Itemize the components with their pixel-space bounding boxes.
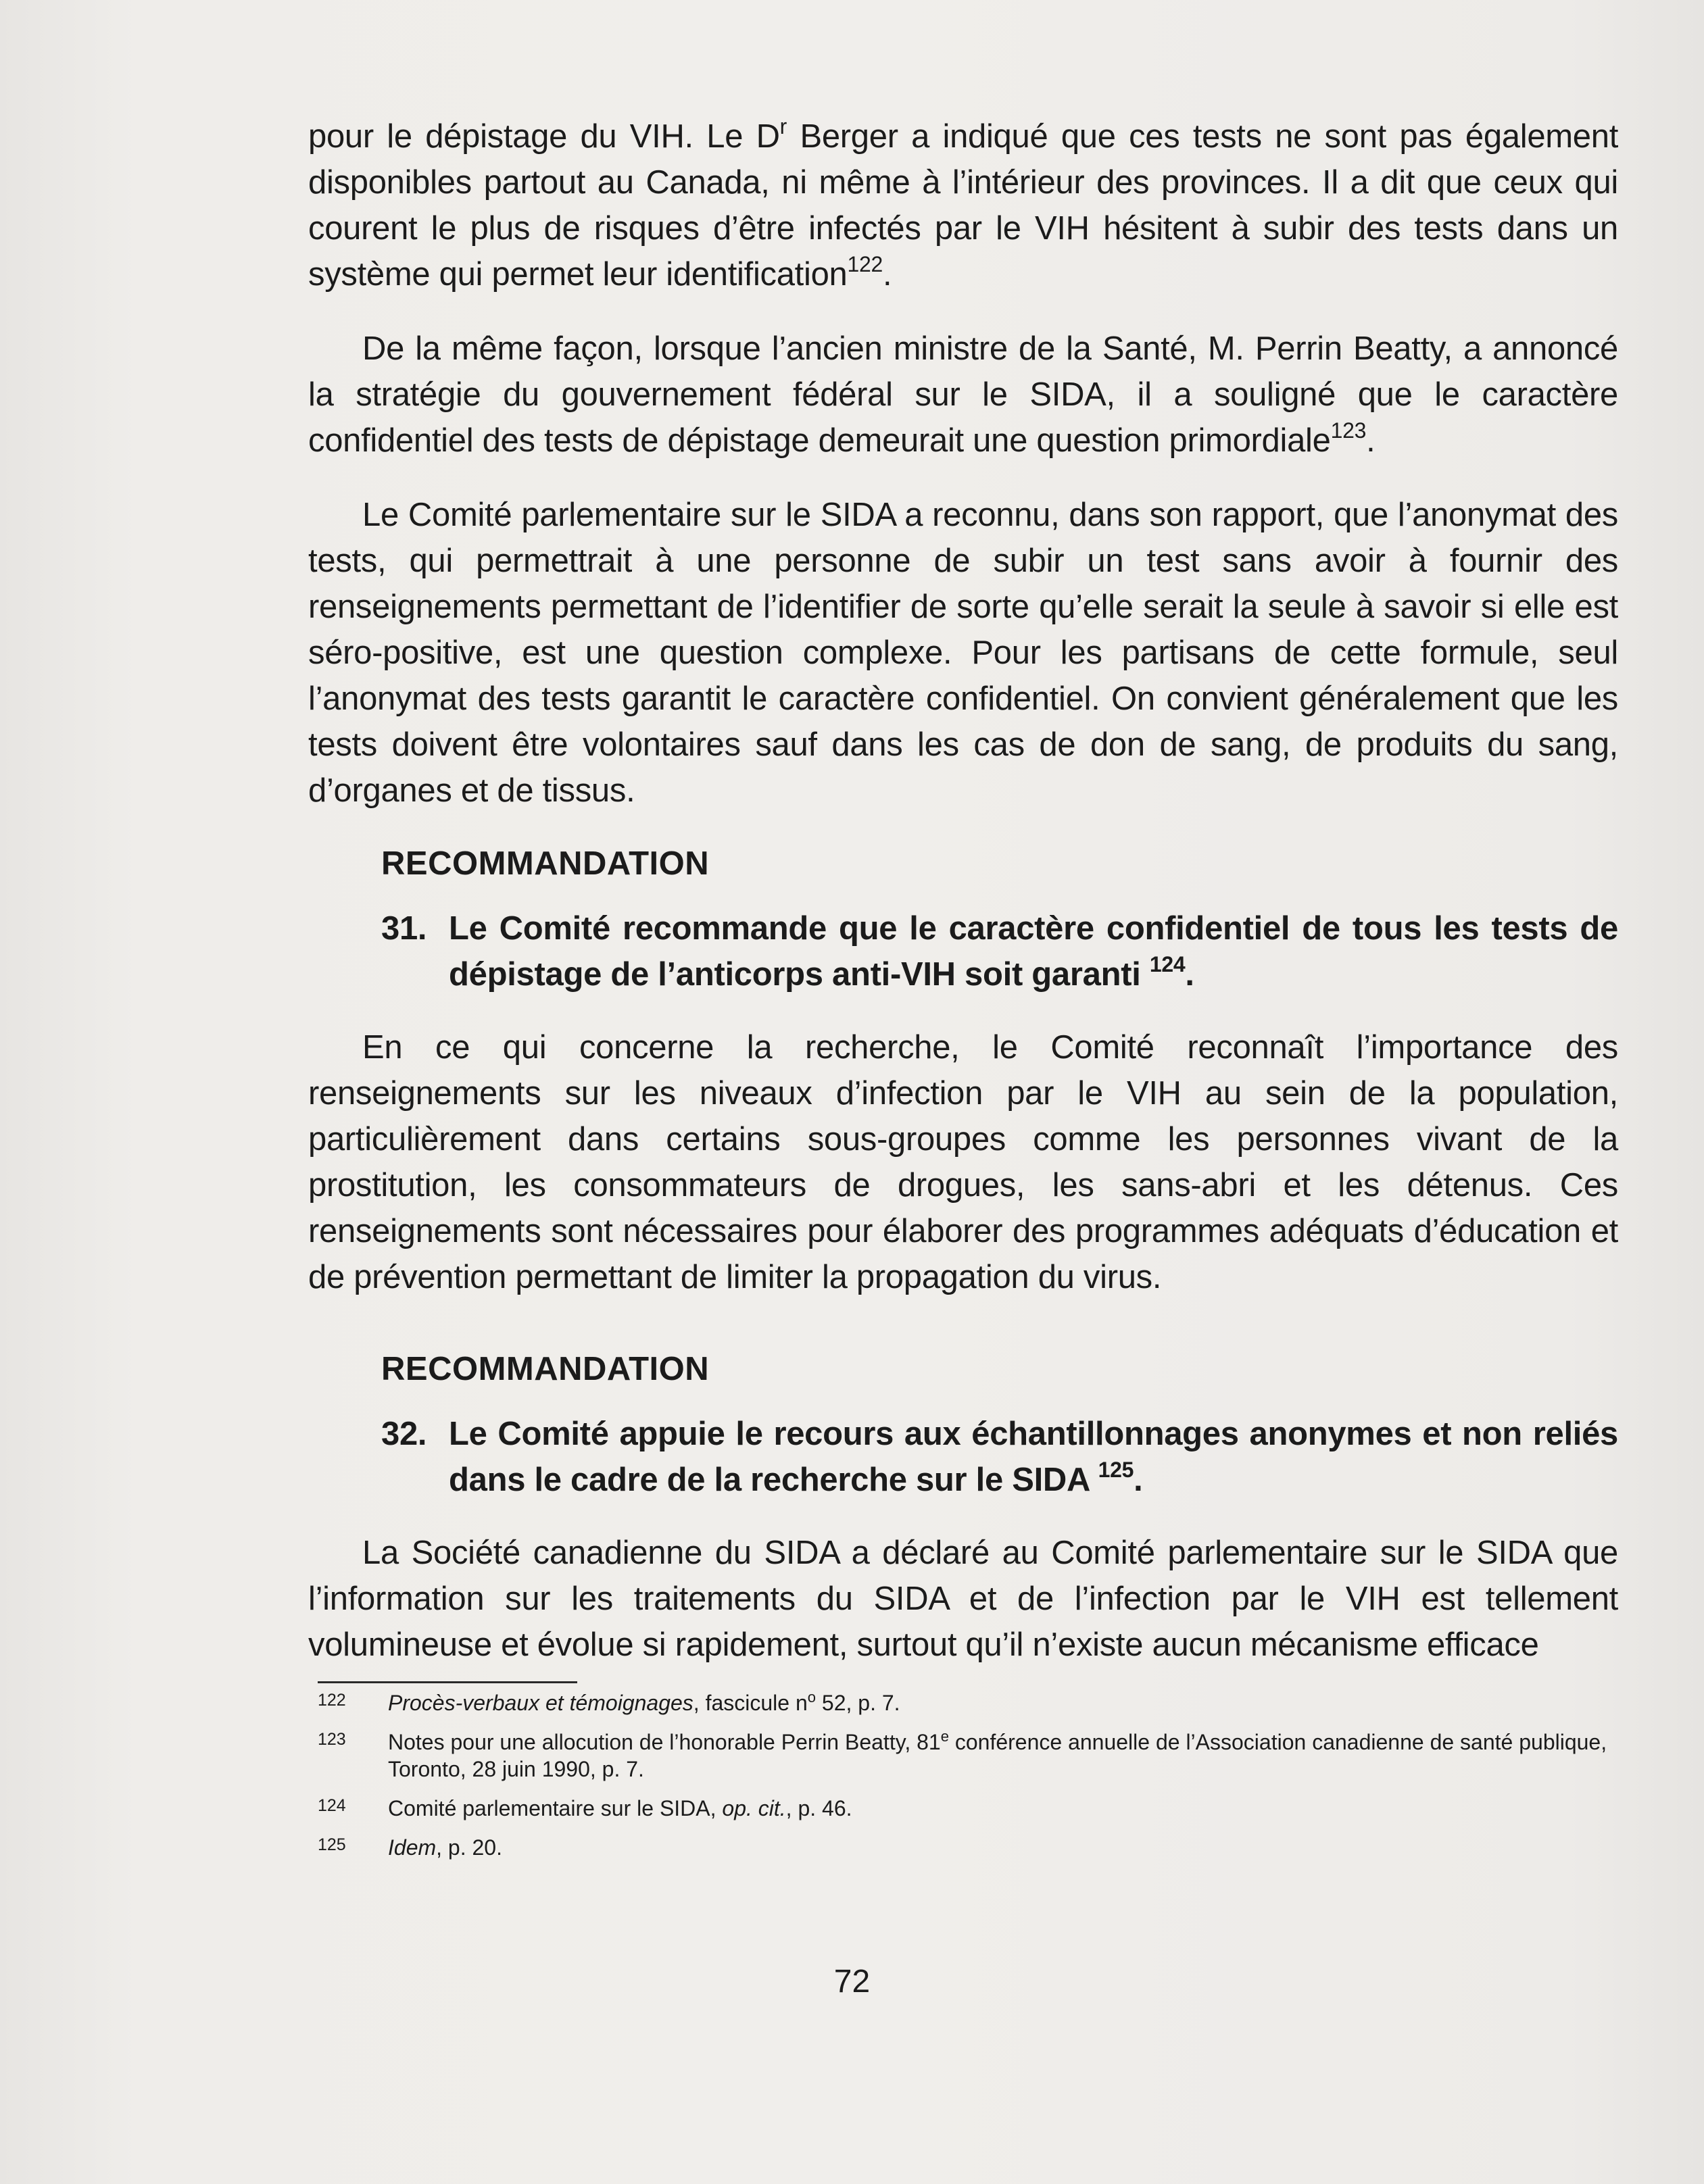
footnote-ref-122[interactable]: 122 <box>847 252 883 276</box>
footnote-ref-123[interactable]: 123 <box>1330 418 1367 443</box>
paragraph-4: En ce qui concerne la recherche, le Comité reconnaît l’importance des renseignements sur les niveaux d’infection par le VIH au sein de la population, particulièrement dans certains sous-groupes comme les personnes vivant de la prostitution, les consommateurs de drogues, les sans-abri et les détenus. Ces renseignements sont nécessaires pour élaborer des programmes adéquats d’éducation et de prévention permettant de limiter la propagation du virus. <box>308 1029 1618 1295</box>
paragraph-1-text-a: pour le dépistage du VIH. Le D <box>308 118 780 155</box>
footnote-text <box>388 1834 1618 1861</box>
recommendation-32-body: Le Comité appuie le recours aux échantillonnages anonymes et non reliés dans le cadre de la recherche sur le SIDA <box>449 1416 1618 1498</box>
recommendation-heading-32: RECOMMANDATION <box>381 1351 710 1387</box>
recommendation-32-end: . <box>1134 1462 1143 1498</box>
footnote-text <box>388 1729 1618 1783</box>
footnote-superscript: o <box>807 1689 817 1706</box>
footnote-125 <box>318 1834 1618 1861</box>
footnote-124 <box>318 1795 1618 1822</box>
footnote-italic: op. cit. <box>722 1796 786 1820</box>
page-number: 72 <box>833 1964 871 2000</box>
recommendation-text-32 <box>449 1411 1618 1503</box>
recommendation-32 <box>381 1411 1618 1503</box>
footnote-text-b: 52, p. 7. <box>816 1691 900 1715</box>
paragraph-1 <box>308 114 1618 297</box>
footnote-text <box>388 1689 1618 1716</box>
recommendation-text-31 <box>449 905 1618 997</box>
paragraph-5: La Société canadienne du SIDA a déclaré au Comité parlementaire sur le SIDA que l’information sur les traitements du SIDA et de l’infection par le VIH est tellement volumineuse et évolue si rapidement, surtout qu’il n’existe aucun mécanisme efficace <box>308 1535 1618 1663</box>
footnote-text-b: conférence annuelle de l’Association canadienne de santé publique, Toronto, 28 juin 1990, p. 7. <box>388 1730 1607 1781</box>
footnote-number: 125 <box>318 1835 346 1854</box>
recommendation-31-body: Le Comité recommande que le caractère confidentiel de tous les tests de dépistage de l’anticorps anti-VIH soit garanti <box>449 910 1618 993</box>
footnote-italic: Idem <box>388 1835 437 1860</box>
recommendation-number-31: 31. <box>381 910 427 947</box>
footnote-superscript: e <box>940 1728 949 1745</box>
paragraph-2-end: . <box>1366 422 1376 459</box>
footnote-italic-title: Procès-verbaux et témoignages <box>388 1691 693 1715</box>
footnote-122 <box>318 1689 1618 1716</box>
footnote-number: 122 <box>318 1691 346 1710</box>
paragraph-1-end: . <box>882 256 892 293</box>
footnotes <box>318 1689 1618 1873</box>
paragraph-1-text-b: Berger a indiqué que ces tests ne sont pas également disponibles partout au Canada, ni même à l’intérieur des provinces. Il a dit que ceux qui courent le plus de risques d’être infectés par le VIH hésitent à subir des tests dans un système qui permet leur identification <box>308 118 1619 293</box>
paragraph-3: Le Comité parlementaire sur le SIDA a reconnu, dans son rapport, que l’anonymat des tests, qui permettrait à une personne de subir un test sans avoir à fournir des renseignements permettant de l’identifier de sorte qu’elle serait la seule à savoir si elle est séro-positive, est une question complexe. Pour les partisans de cette formule, seul l’anonymat des tests garantit le caractère confidentiel. On convient généralement que les tests doivent être volontaires sauf dans les cas de don de sang, de produits du sang, d’organes et de tissus. <box>308 497 1618 809</box>
body-text <box>308 114 1618 1696</box>
recommendation-heading-31: RECOMMANDATION <box>381 845 710 882</box>
footnote-number: 124 <box>318 1796 346 1815</box>
footnote-text-a: Notes pour une allocution de l’honorable Perrin Beatty, 81 <box>388 1730 941 1754</box>
footnote-ref-125[interactable]: 125 <box>1098 1458 1134 1482</box>
footnote-text-a: Comité parlementaire sur le SIDA, <box>388 1796 723 1820</box>
footnote-text <box>388 1795 1618 1822</box>
spacer <box>308 1329 1618 1347</box>
footnote-ref-124[interactable]: 124 <box>1149 952 1186 976</box>
footnote-number: 123 <box>318 1730 346 1749</box>
footnote-text-b: , p. 46. <box>785 1796 852 1820</box>
recommendation-31 <box>381 905 1618 997</box>
recommendation-number-32: 32. <box>381 1416 427 1452</box>
footnote-text-b: , p. 20. <box>436 1835 502 1860</box>
paragraph-2-text: De la même façon, lorsque l’ancien ministre de la Santé, M. Perrin Beatty, a annoncé la stratégie du gouvernement fédéral sur le SIDA, il a souligné que le caractère confidentiel des tests de dépistage demeurait une question primordiale <box>308 330 1618 459</box>
recommendation-31-end: . <box>1185 956 1194 993</box>
paragraph-2 <box>308 326 1618 464</box>
footnote-divider <box>318 1681 577 1683</box>
footnote-text-a: , fascicule n <box>693 1691 808 1715</box>
doctor-abbrev-superscript: r <box>779 114 787 139</box>
footnote-123 <box>318 1729 1618 1783</box>
